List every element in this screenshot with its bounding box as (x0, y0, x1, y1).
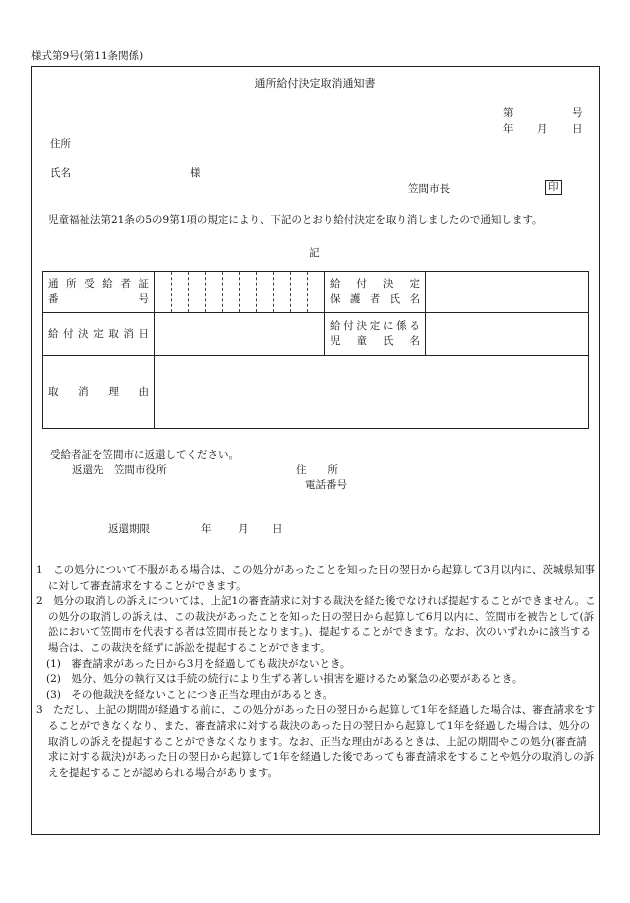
cert-number-label: 通所受給者証 番号 (43, 272, 155, 313)
deadline-year: 年 (201, 523, 212, 535)
guardian-value[interactable] (426, 272, 589, 313)
form-number: 様式第9号(第11条関係) (31, 50, 144, 62)
date-month: 月 (537, 123, 548, 135)
document-title: 通所給付決定取消通知書 (254, 77, 376, 90)
seal-mark: 印 (545, 180, 562, 195)
date-year: 年 (503, 123, 514, 135)
note-2-sub-1: (1) 審査請求があった日から3月を経過しても裁決がないとき。 (46, 657, 351, 670)
recipient-name-label: 氏名 (50, 167, 71, 179)
return-address-label: 住 所 (296, 464, 338, 476)
doc-number-suffix: 号 (572, 107, 583, 119)
child-value[interactable] (426, 313, 589, 356)
deadline-day: 日 (272, 523, 283, 535)
return-phone-label: 電話番号 (305, 479, 347, 491)
ki-heading: 記 (309, 247, 320, 259)
cert-number-slots[interactable] (155, 272, 325, 313)
notice-body: 児童福祉法第21条の5の9第1項の規定により、下記のとおり給付決定を取り消しましたので通知します。 (48, 214, 543, 226)
note-2: 2 処分の取消しの訴えについては、上記1の審査請求に対する裁決を経た後でなければ提起することができません。この処分の取消しの訴えは、この裁決があったことを知った日の翌日から起算して6月以内に、笠間市を被告として(訴訟において笠間市を代表する者は笠間市長となります。)、提起することができます。なお、次のいずれかに該当する場合は、この裁決を経ずに訴訟を提起することができます。 (36, 595, 596, 654)
note-1: 1 この処分について不服がある場合は、この処分があったことを知った日の翌日から起算して3月以内に、茨城県知事に対して審査請求をすることができます。 (36, 564, 596, 592)
notes-section (36, 563, 596, 781)
note-3: 3 ただし、上記の期間が経過する前に、この処分があった日の翌日から起算して1年を経過した場合は、審査請求をすることができなくなり、また、審査請求に対する裁決のあった日の翌日から起算して1年を経過した場合は、処分の取消しの訴えを提起することができなくなります。なお、正当な理由があるときは、上記の期間やこの処分(審査請求に対する裁決)があった日の翌日から起算して1年を経過した後であっても審査請求をすることや処分の取消しの訴えを提起することが認められる場合があります。 (36, 704, 596, 779)
recipient-address-label: 住所 (50, 138, 71, 150)
guardian-label: 給付決定 保護者氏名 (325, 272, 426, 313)
child-label: 給付決定に係る 児童氏名 (325, 313, 426, 356)
cancel-date-value[interactable] (155, 313, 325, 356)
return-destination: 返還先 笠間市役所 (72, 464, 167, 476)
return-instruction: 受給者証を笠間市に返還してください。 (50, 449, 239, 461)
doc-number-prefix: 第 (503, 107, 514, 119)
note-2-sub-2: (2) 処分、処分の執行又は手続の続行により生ずる著しい損害を避けるため緊急の必要があるとき。 (46, 673, 523, 686)
date-day: 日 (572, 123, 583, 135)
deadline-month: 月 (238, 523, 249, 535)
reason-value[interactable] (155, 356, 589, 429)
note-2-sub-3: (3) その他裁決を経ないことにつき正当な理由があるとき。 (46, 688, 334, 701)
details-table (42, 271, 588, 428)
recipient-honorific: 様 (190, 167, 201, 179)
reason-label: 取消理由 (43, 356, 155, 429)
cancel-date-label: 給付決定取消日 (43, 313, 155, 356)
issuer-name: 笠間市長 (408, 183, 450, 195)
return-deadline-label: 返還期限 (108, 523, 150, 535)
